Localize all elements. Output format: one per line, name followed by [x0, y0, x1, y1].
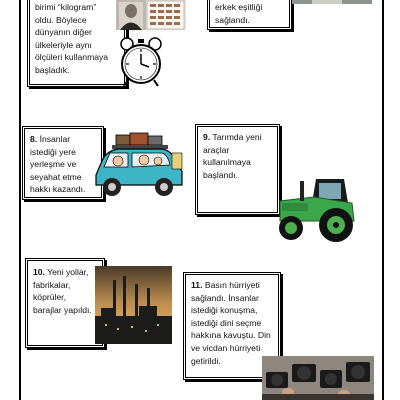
text-line: sağlandı. İnsanlar — [191, 292, 259, 303]
text-line: birimi “kilogram” — [35, 2, 97, 12]
text-line: ölçüleri kullanmaya — [35, 52, 109, 63]
text-line: başladık. — [35, 64, 70, 75]
right-page-border — [382, 0, 384, 400]
text-line: barajlar yapıldı. — [33, 304, 92, 315]
text-line: oldu. Böylece — [35, 14, 87, 25]
press-svg — [262, 356, 374, 400]
text-line: 8. İnsanlar — [30, 134, 71, 144]
text-line: 9. Tarımda yeni — [203, 132, 262, 142]
green-tractor-icon — [266, 173, 361, 243]
item-number: 9. — [203, 132, 211, 142]
text-line: fabrikalar, — [33, 279, 71, 290]
text-line: ülkeleriyle aynı — [35, 39, 92, 50]
portrait-calendar-svg — [116, 0, 186, 30]
text-line: dünyanın diğer — [35, 27, 92, 38]
loaded-car-cartoon-icon — [88, 131, 186, 201]
text-line: yerleşme ve — [30, 159, 77, 170]
text-line: hakkı kazandı. — [30, 184, 86, 195]
text-line: 10. Yeni yollar, — [33, 267, 89, 277]
text-line: seyahat etme — [30, 171, 82, 182]
item-number: 8. — [30, 134, 38, 144]
text-box-10-infrastructure — [25, 258, 105, 348]
text-line: istediği yere — [30, 146, 76, 157]
item-number: 11. — [191, 280, 203, 290]
text-line: 11. Basın hürriyeti — [191, 280, 260, 290]
text-line: erkek eşitliği — [215, 2, 263, 12]
text-line: sağlandı. — [215, 14, 250, 25]
text-line: köprüler, — [33, 292, 66, 303]
text-line: araçlar — [203, 144, 230, 155]
tractor-svg — [266, 173, 361, 243]
item-number: 10. — [33, 267, 45, 277]
press-cameras-photo — [262, 356, 374, 400]
text-line: getirildi. — [191, 355, 221, 366]
text-line: başlandı. — [203, 169, 238, 180]
car-svg — [88, 131, 186, 201]
text-box-equality — [207, 0, 292, 30]
factory-smokestacks-photo — [95, 266, 172, 344]
factory-svg — [95, 266, 172, 344]
text-line: hakkına kavuştu. Din — [191, 330, 271, 341]
text-line: kullanılmaya — [203, 157, 251, 168]
left-page-border — [19, 0, 21, 400]
alarm-clock-svg — [118, 36, 164, 88]
text-box-weights — [27, 0, 127, 87]
partial-photo-svg — [292, 0, 372, 4]
alarm-clock-icon — [118, 36, 164, 88]
text-line: ve vicdan hürriyeti — [191, 342, 261, 353]
partial-photo-icon — [292, 0, 372, 4]
text-line: istediği konuşma, — [191, 305, 258, 316]
text-line: istediği dini seçme — [191, 317, 262, 328]
ataturk-portrait-and-calendar-icon — [116, 0, 186, 30]
